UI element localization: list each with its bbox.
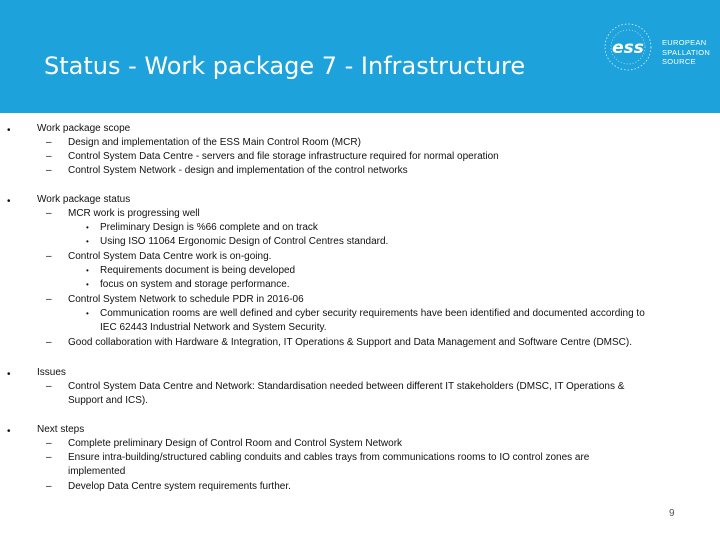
list-item: Control System Network to schedule PDR in 2016-06 — [68, 294, 304, 305]
section-heading: Work package status — [37, 194, 131, 205]
bullet-icon: • — [7, 426, 11, 437]
sub-list-item: focus on system and storage performance. — [100, 279, 290, 290]
list-item-continuation: Support and ICS). — [68, 395, 149, 406]
dash-icon: – — [46, 381, 52, 392]
sub-list-item-continuation: IEC 62443 Industrial Network and System Security. — [100, 322, 327, 333]
dash-icon: – — [46, 151, 52, 162]
dash-icon: – — [46, 481, 52, 492]
list-item: Design and implementation of the ESS Main Control Room (MCR) — [68, 137, 361, 148]
bullet-icon: • — [86, 280, 89, 289]
list-item: Ensure intra-building/structured cabling conduits and cables trays from communications rooms to IO control zones are — [68, 452, 590, 463]
list-item-continuation: implemented — [68, 466, 126, 477]
dash-icon: – — [46, 337, 52, 348]
list-item: MCR work is progressing well — [68, 208, 200, 219]
logo-line: SOURCE — [662, 57, 696, 66]
logo-line: SPALLATION — [662, 47, 711, 57]
list-item: Control System Data Centre work is on-going. — [68, 251, 272, 262]
section-heading: Work package scope — [37, 123, 131, 134]
bullet-icon: • — [7, 196, 11, 207]
sub-list-item: Preliminary Design is %66 complete and on track — [100, 222, 318, 233]
page-number: 9 — [669, 508, 675, 519]
section-heading: Next steps — [37, 424, 85, 435]
list-item: Develop Data Centre system requirements further. — [68, 481, 291, 492]
logo-line: EUROPEAN — [662, 38, 707, 47]
dash-icon: – — [46, 165, 52, 176]
dash-icon: – — [46, 294, 52, 305]
bullet-icon: • — [86, 223, 89, 232]
dash-icon: – — [46, 452, 52, 463]
list-item: Control System Data Centre - servers and file storage infrastructure required for normal operation — [68, 151, 499, 162]
list-item: Control System Data Centre and Network: Standardisation needed between different IT stakeholders (DMSC, IT Operations & — [68, 381, 625, 392]
sub-list-item: Requirements document is being developed — [100, 265, 296, 276]
sub-list-item: Communication rooms are well defined and cyber security requirements have been identified and documented according to — [100, 308, 645, 319]
bullet-icon: • — [86, 237, 89, 246]
list-item: Good collaboration with Hardware & Integration, IT Operations & Support and Data Management and Software Centre (DMSC). — [68, 337, 632, 348]
slide-title: Status - Work package 7 - Infrastructure — [44, 52, 526, 80]
dash-icon: – — [46, 137, 52, 148]
svg-text:ess: ess — [612, 38, 644, 58]
list-item: Control System Network - design and implementation of the control networks — [68, 165, 408, 176]
dash-icon: – — [46, 208, 52, 219]
list-item: Complete preliminary Design of Control Room and Control System Network — [68, 438, 403, 449]
bullet-icon: • — [86, 266, 89, 275]
dash-icon: – — [46, 251, 52, 262]
bullet-icon: • — [86, 309, 89, 318]
sub-list-item: Using ISO 11064 Ergonomic Design of Control Centres standard. — [100, 236, 389, 247]
section-heading: Issues — [37, 367, 66, 378]
bullet-icon: • — [7, 369, 11, 380]
bullet-icon: • — [7, 125, 11, 136]
dash-icon: – — [46, 438, 52, 449]
